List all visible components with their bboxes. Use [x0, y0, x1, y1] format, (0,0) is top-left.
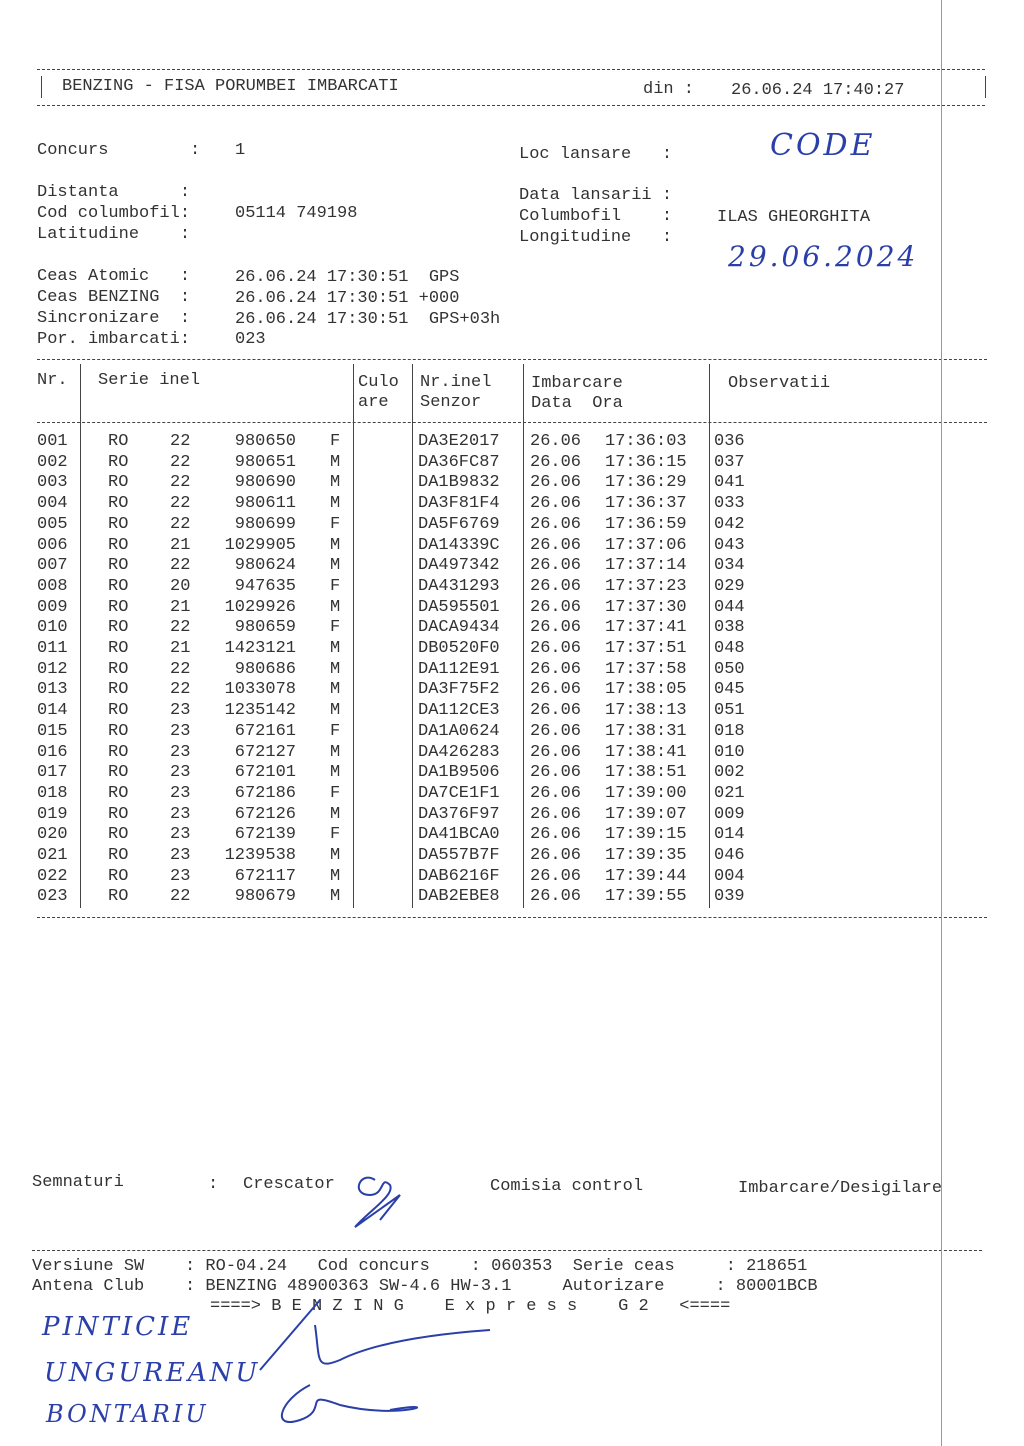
- row-ring-number: 672117: [234, 866, 296, 886]
- row-sex: F: [330, 618, 341, 638]
- handwritten-name-1: PINTICIE: [42, 1312, 194, 1342]
- row-sex: M: [330, 494, 341, 514]
- col-culoare-2: are: [358, 393, 389, 412]
- row-ring-number: 672127: [234, 742, 296, 762]
- table-row: [0, 825, 1000, 846]
- row-sensor: DA557B7F: [418, 846, 500, 865]
- row-time: 17:39:07: [605, 804, 687, 824]
- row-sensor: DAB6216F: [418, 866, 500, 886]
- divider: [41, 76, 42, 98]
- divider: [37, 422, 987, 423]
- cod-columbofil-value: 05114 749198: [235, 204, 358, 223]
- row-observatii: 045: [714, 680, 745, 700]
- longitudine-label: Longitudine :: [519, 228, 673, 247]
- row-sensor: DA3F81F4: [418, 494, 500, 514]
- row-observatii: 036: [714, 432, 745, 451]
- sincronizare-value: 26.06.24 17:30:51 GPS+03h: [235, 310, 501, 329]
- row-country: RO: [108, 494, 129, 514]
- table-row: [0, 453, 1000, 474]
- row-sex: F: [330, 721, 341, 741]
- row-date: 26.06: [530, 701, 582, 721]
- table-row: [0, 743, 1000, 764]
- row-ring-number: 980650: [234, 432, 296, 451]
- crescator-label: Crescator: [243, 1175, 335, 1194]
- row-year: 23: [170, 846, 191, 865]
- row-country: RO: [108, 825, 129, 845]
- row-ring-number: 672161: [234, 721, 296, 741]
- row-date: 26.06: [530, 783, 582, 803]
- row-observatii: 010: [714, 742, 745, 762]
- row-nr: 001: [37, 432, 68, 451]
- row-ring-number: 1033078: [224, 680, 296, 700]
- scan-edge: [941, 0, 942, 1446]
- date-label: din :: [643, 80, 695, 99]
- ceas-benzing-label: Ceas BENZING :: [37, 288, 191, 307]
- row-ring-number: 980679: [234, 887, 296, 907]
- row-sensor: DACA9434: [418, 618, 500, 638]
- row-nr: 014: [37, 701, 68, 721]
- row-time: 17:36:03: [605, 432, 687, 451]
- row-country: RO: [108, 514, 129, 534]
- row-sex: M: [330, 742, 341, 762]
- row-observatii: 009: [714, 804, 745, 824]
- row-sex: M: [330, 846, 341, 865]
- row-year: 22: [170, 494, 191, 514]
- row-nr: 016: [37, 742, 68, 762]
- row-date: 26.06: [530, 535, 582, 555]
- row-date: 26.06: [530, 452, 582, 472]
- col-nr-inel: Nr.inel: [420, 373, 492, 392]
- row-ring-number: 672126: [234, 804, 296, 824]
- row-nr: 011: [37, 639, 68, 658]
- columbofil-value: ILAS GHEORGHITA: [717, 208, 871, 227]
- row-country: RO: [108, 473, 129, 493]
- row-observatii: 014: [714, 825, 745, 845]
- row-sex: F: [330, 432, 341, 451]
- row-sensor: DA426283: [418, 742, 500, 762]
- row-sex: M: [330, 535, 341, 555]
- row-sensor: DA1A0624: [418, 721, 500, 741]
- row-year: 23: [170, 825, 191, 845]
- row-ring-number: 1029905: [224, 535, 296, 555]
- row-year: 22: [170, 887, 191, 907]
- row-date: 26.06: [530, 866, 582, 886]
- row-nr: 019: [37, 804, 68, 824]
- row-sex: M: [330, 473, 341, 493]
- row-country: RO: [108, 597, 129, 617]
- data-lansarii-label: Data lansarii :: [519, 186, 673, 205]
- row-year: 20: [170, 576, 191, 596]
- row-sensor: DA3F75F2: [418, 680, 500, 700]
- row-time: 17:39:44: [605, 866, 687, 886]
- row-year: 21: [170, 597, 191, 617]
- row-year: 22: [170, 432, 191, 451]
- row-date: 26.06: [530, 804, 582, 824]
- row-time: 17:36:59: [605, 514, 687, 534]
- row-nr: 007: [37, 556, 68, 576]
- row-year: 21: [170, 639, 191, 658]
- row-observatii: 043: [714, 535, 745, 555]
- row-year: 22: [170, 556, 191, 576]
- col-data-ora: Data Ora: [531, 394, 623, 413]
- concurs-value: 1: [235, 141, 246, 160]
- table-row: [0, 887, 1000, 908]
- document-title: BENZING - FISA PORUMBEI IMBARCATI: [62, 77, 399, 96]
- row-sex: F: [330, 576, 341, 596]
- row-observatii: 042: [714, 514, 745, 534]
- row-time: 17:38:41: [605, 742, 687, 762]
- row-year: 22: [170, 473, 191, 493]
- row-country: RO: [108, 866, 129, 886]
- row-time: 17:37:23: [605, 576, 687, 596]
- row-sensor: DA1B9832: [418, 473, 500, 493]
- row-date: 26.06: [530, 473, 582, 493]
- row-sex: F: [330, 825, 341, 845]
- row-time: 17:37:41: [605, 618, 687, 638]
- row-time: 17:39:15: [605, 825, 687, 845]
- row-sensor: DA36FC87: [418, 452, 500, 472]
- col-culoare: Culo: [358, 373, 399, 392]
- row-sensor: DA3E2017: [418, 432, 500, 451]
- data-lansarii-value: 29.06.2024: [728, 240, 919, 273]
- table-row: [0, 536, 1000, 557]
- crescator-signature: [340, 1165, 430, 1240]
- row-year: 22: [170, 659, 191, 679]
- row-time: 17:37:51: [605, 639, 687, 658]
- row-sex: M: [330, 597, 341, 617]
- row-country: RO: [108, 783, 129, 803]
- table-row: [0, 701, 1000, 722]
- row-time: 17:36:15: [605, 452, 687, 472]
- row-nr: 008: [37, 576, 68, 596]
- table-row: [0, 784, 1000, 805]
- row-year: 22: [170, 618, 191, 638]
- porumbei-imbarcati-value: 023: [235, 330, 266, 349]
- row-nr: 002: [37, 452, 68, 472]
- row-time: 17:37:06: [605, 535, 687, 555]
- row-sex: M: [330, 701, 341, 721]
- row-sensor: DAB2EBE8: [418, 887, 500, 907]
- row-ring-number: 672101: [234, 763, 296, 783]
- row-time: 17:36:29: [605, 473, 687, 493]
- handwritten-name-3: BONTARIU: [46, 1400, 209, 1428]
- row-observatii: 044: [714, 597, 745, 617]
- distanta-label: Distanta :: [37, 183, 191, 202]
- row-observatii: 021: [714, 783, 745, 803]
- row-observatii: 004: [714, 866, 745, 886]
- row-year: 21: [170, 535, 191, 555]
- table-row: [0, 660, 1000, 681]
- row-nr: 005: [37, 514, 68, 534]
- row-ring-number: 1235142: [224, 701, 296, 721]
- row-sensor: DA112E91: [418, 659, 500, 679]
- row-date: 26.06: [530, 618, 582, 638]
- row-sex: M: [330, 556, 341, 576]
- table-row: [0, 556, 1000, 577]
- cod-columbofil-label: Cod columbofil:: [37, 204, 191, 223]
- row-country: RO: [108, 556, 129, 576]
- imbarcare-label: Imbarcare/Desigilare: [738, 1179, 943, 1198]
- row-ring-number: 980651: [234, 452, 296, 472]
- row-country: RO: [108, 452, 129, 472]
- row-sex: M: [330, 452, 341, 472]
- row-observatii: 002: [714, 763, 745, 783]
- table-row: [0, 473, 1000, 494]
- row-time: 17:38:13: [605, 701, 687, 721]
- row-time: 17:38:31: [605, 721, 687, 741]
- row-time: 17:39:00: [605, 783, 687, 803]
- row-sensor: DA5F6769: [418, 514, 500, 534]
- row-sex: M: [330, 866, 341, 886]
- row-date: 26.06: [530, 763, 582, 783]
- comisia-label: Comisia control: [490, 1177, 644, 1196]
- table-row: [0, 846, 1000, 867]
- footer-line-1: Versiune SW : RO-04.24 Cod concurs : 060353 Serie ceas : 218651: [32, 1257, 808, 1276]
- semnaturi-sep: :: [208, 1175, 219, 1194]
- table-row: [0, 577, 1000, 598]
- row-nr: 015: [37, 721, 68, 741]
- divider: [37, 917, 987, 918]
- concurs-label: Concurs :: [37, 141, 201, 160]
- row-nr: 009: [37, 597, 68, 617]
- row-nr: 003: [37, 473, 68, 493]
- col-senzor: Senzor: [420, 393, 482, 412]
- row-time: 17:38:05: [605, 680, 687, 700]
- row-observatii: 051: [714, 701, 745, 721]
- row-nr: 006: [37, 535, 68, 555]
- row-country: RO: [108, 887, 129, 907]
- row-sex: M: [330, 887, 341, 907]
- table-row: [0, 598, 1000, 619]
- row-observatii: 041: [714, 473, 745, 493]
- col-observatii: Observatii: [728, 374, 831, 393]
- porumbei-imbarcati-label: Por. imbarcati:: [37, 330, 191, 349]
- row-sex: M: [330, 763, 341, 783]
- row-nr: 020: [37, 825, 68, 845]
- loc-lansare-value: CODE: [770, 128, 876, 163]
- row-time: 17:39:35: [605, 846, 687, 865]
- print-date: 26.06.24 17:40:27: [731, 81, 905, 100]
- col-serie-inel: Serie inel: [98, 371, 201, 390]
- row-country: RO: [108, 659, 129, 679]
- row-observatii: 033: [714, 494, 745, 514]
- row-sex: M: [330, 804, 341, 824]
- row-date: 26.06: [530, 887, 582, 907]
- row-year: 23: [170, 742, 191, 762]
- divider: [985, 76, 986, 98]
- row-year: 23: [170, 783, 191, 803]
- row-nr: 018: [37, 783, 68, 803]
- footer-line-3: ====> B E N Z I N G E x p r e s s G 2 <====: [210, 1297, 731, 1316]
- footer-line-2: Antena Club : BENZING 48900363 SW-4.6 HW-3.1 Autorizare : 80001BCB: [32, 1277, 818, 1296]
- row-ring-number: 1239538: [224, 846, 296, 865]
- row-observatii: 029: [714, 576, 745, 596]
- row-nr: 004: [37, 494, 68, 514]
- row-date: 26.06: [530, 597, 582, 617]
- table-row: [0, 618, 1000, 639]
- loc-lansare-label: Loc lansare :: [519, 145, 673, 164]
- row-observatii: 038: [714, 618, 745, 638]
- row-country: RO: [108, 535, 129, 555]
- row-country: RO: [108, 432, 129, 451]
- row-ring-number: 980690: [234, 473, 296, 493]
- row-sensor: DA14339C: [418, 535, 500, 555]
- row-observatii: 037: [714, 452, 745, 472]
- row-sensor: DA431293: [418, 576, 500, 596]
- row-date: 26.06: [530, 576, 582, 596]
- table-row: [0, 494, 1000, 515]
- sincronizare-label: Sincronizare :: [37, 309, 191, 328]
- row-ring-number: 947635: [234, 576, 296, 596]
- col-nr: Nr.: [37, 371, 68, 390]
- row-ring-number: 672186: [234, 783, 296, 803]
- row-year: 23: [170, 866, 191, 886]
- row-date: 26.06: [530, 639, 582, 658]
- row-sensor: DA595501: [418, 597, 500, 617]
- row-ring-number: 1423121: [224, 639, 296, 658]
- table-row: [0, 680, 1000, 701]
- commission-signatures: [220, 1290, 520, 1440]
- row-observatii: 046: [714, 846, 745, 865]
- table-row: [0, 722, 1000, 743]
- row-observatii: 034: [714, 556, 745, 576]
- row-ring-number: 980611: [234, 494, 296, 514]
- row-year: 23: [170, 701, 191, 721]
- row-sex: M: [330, 659, 341, 679]
- row-year: 22: [170, 514, 191, 534]
- row-nr: 012: [37, 659, 68, 679]
- row-country: RO: [108, 721, 129, 741]
- row-ring-number: 980624: [234, 556, 296, 576]
- row-observatii: 050: [714, 659, 745, 679]
- row-nr: 010: [37, 618, 68, 638]
- row-year: 22: [170, 452, 191, 472]
- row-sensor: DA376F97: [418, 804, 500, 824]
- row-nr: 022: [37, 866, 68, 886]
- row-country: RO: [108, 618, 129, 638]
- row-nr: 023: [37, 887, 68, 907]
- row-country: RO: [108, 763, 129, 783]
- table-row: [0, 515, 1000, 536]
- row-sex: M: [330, 680, 341, 700]
- table-row: [0, 639, 1000, 660]
- row-ring-number: 980686: [234, 659, 296, 679]
- row-date: 26.06: [530, 721, 582, 741]
- row-observatii: 018: [714, 721, 745, 741]
- divider: [37, 105, 985, 106]
- row-time: 17:37:14: [605, 556, 687, 576]
- row-sex: F: [330, 783, 341, 803]
- row-country: RO: [108, 701, 129, 721]
- row-date: 26.06: [530, 514, 582, 534]
- row-date: 26.06: [530, 556, 582, 576]
- row-date: 26.06: [530, 742, 582, 762]
- ceas-benzing-value: 26.06.24 17:30:51 +000: [235, 289, 460, 308]
- row-year: 23: [170, 804, 191, 824]
- row-date: 26.06: [530, 432, 582, 451]
- row-sex: M: [330, 639, 341, 658]
- table-row: [0, 805, 1000, 826]
- row-nr: 013: [37, 680, 68, 700]
- row-country: RO: [108, 576, 129, 596]
- row-sensor: DA112CE3: [418, 701, 500, 721]
- row-year: 23: [170, 763, 191, 783]
- row-ring-number: 672139: [234, 825, 296, 845]
- row-sex: F: [330, 514, 341, 534]
- row-sensor: DA1B9506: [418, 763, 500, 783]
- divider: [37, 69, 985, 70]
- row-date: 26.06: [530, 494, 582, 514]
- row-time: 17:39:55: [605, 887, 687, 907]
- row-date: 26.06: [530, 825, 582, 845]
- row-time: 17:38:51: [605, 763, 687, 783]
- row-date: 26.06: [530, 846, 582, 865]
- row-year: 23: [170, 721, 191, 741]
- row-sensor: DA497342: [418, 556, 500, 576]
- row-nr: 021: [37, 846, 68, 865]
- row-country: RO: [108, 639, 129, 658]
- ceas-atomic-value: 26.06.24 17:30:51 GPS: [235, 268, 460, 287]
- table-row: [0, 763, 1000, 784]
- row-date: 26.06: [530, 680, 582, 700]
- latitudine-label: Latitudine :: [37, 225, 191, 244]
- row-country: RO: [108, 846, 129, 865]
- row-country: RO: [108, 680, 129, 700]
- handwritten-name-2: UNGUREANU: [44, 1358, 261, 1388]
- row-country: RO: [108, 804, 129, 824]
- divider: [37, 359, 987, 360]
- row-observatii: 048: [714, 639, 745, 658]
- row-nr: 017: [37, 763, 68, 783]
- row-time: 17:36:37: [605, 494, 687, 514]
- row-time: 17:37:30: [605, 597, 687, 617]
- semnaturi-label: Semnaturi: [32, 1173, 124, 1192]
- divider: [32, 1250, 982, 1251]
- ceas-atomic-label: Ceas Atomic :: [37, 267, 191, 286]
- row-ring-number: 1029926: [224, 597, 296, 617]
- row-date: 26.06: [530, 659, 582, 679]
- columbofil-label: Columbofil :: [519, 207, 673, 226]
- row-observatii: 039: [714, 887, 745, 907]
- table-row: [0, 432, 1000, 453]
- row-time: 17:37:58: [605, 659, 687, 679]
- col-imbarcare: Imbarcare: [531, 374, 623, 393]
- row-sensor: DA41BCA0: [418, 825, 500, 845]
- row-ring-number: 980659: [234, 618, 296, 638]
- row-sensor: DB0520F0: [418, 639, 500, 658]
- row-country: RO: [108, 742, 129, 762]
- table-row: [0, 867, 1000, 888]
- row-sensor: DA7CE1F1: [418, 783, 500, 803]
- row-year: 22: [170, 680, 191, 700]
- row-ring-number: 980699: [234, 514, 296, 534]
